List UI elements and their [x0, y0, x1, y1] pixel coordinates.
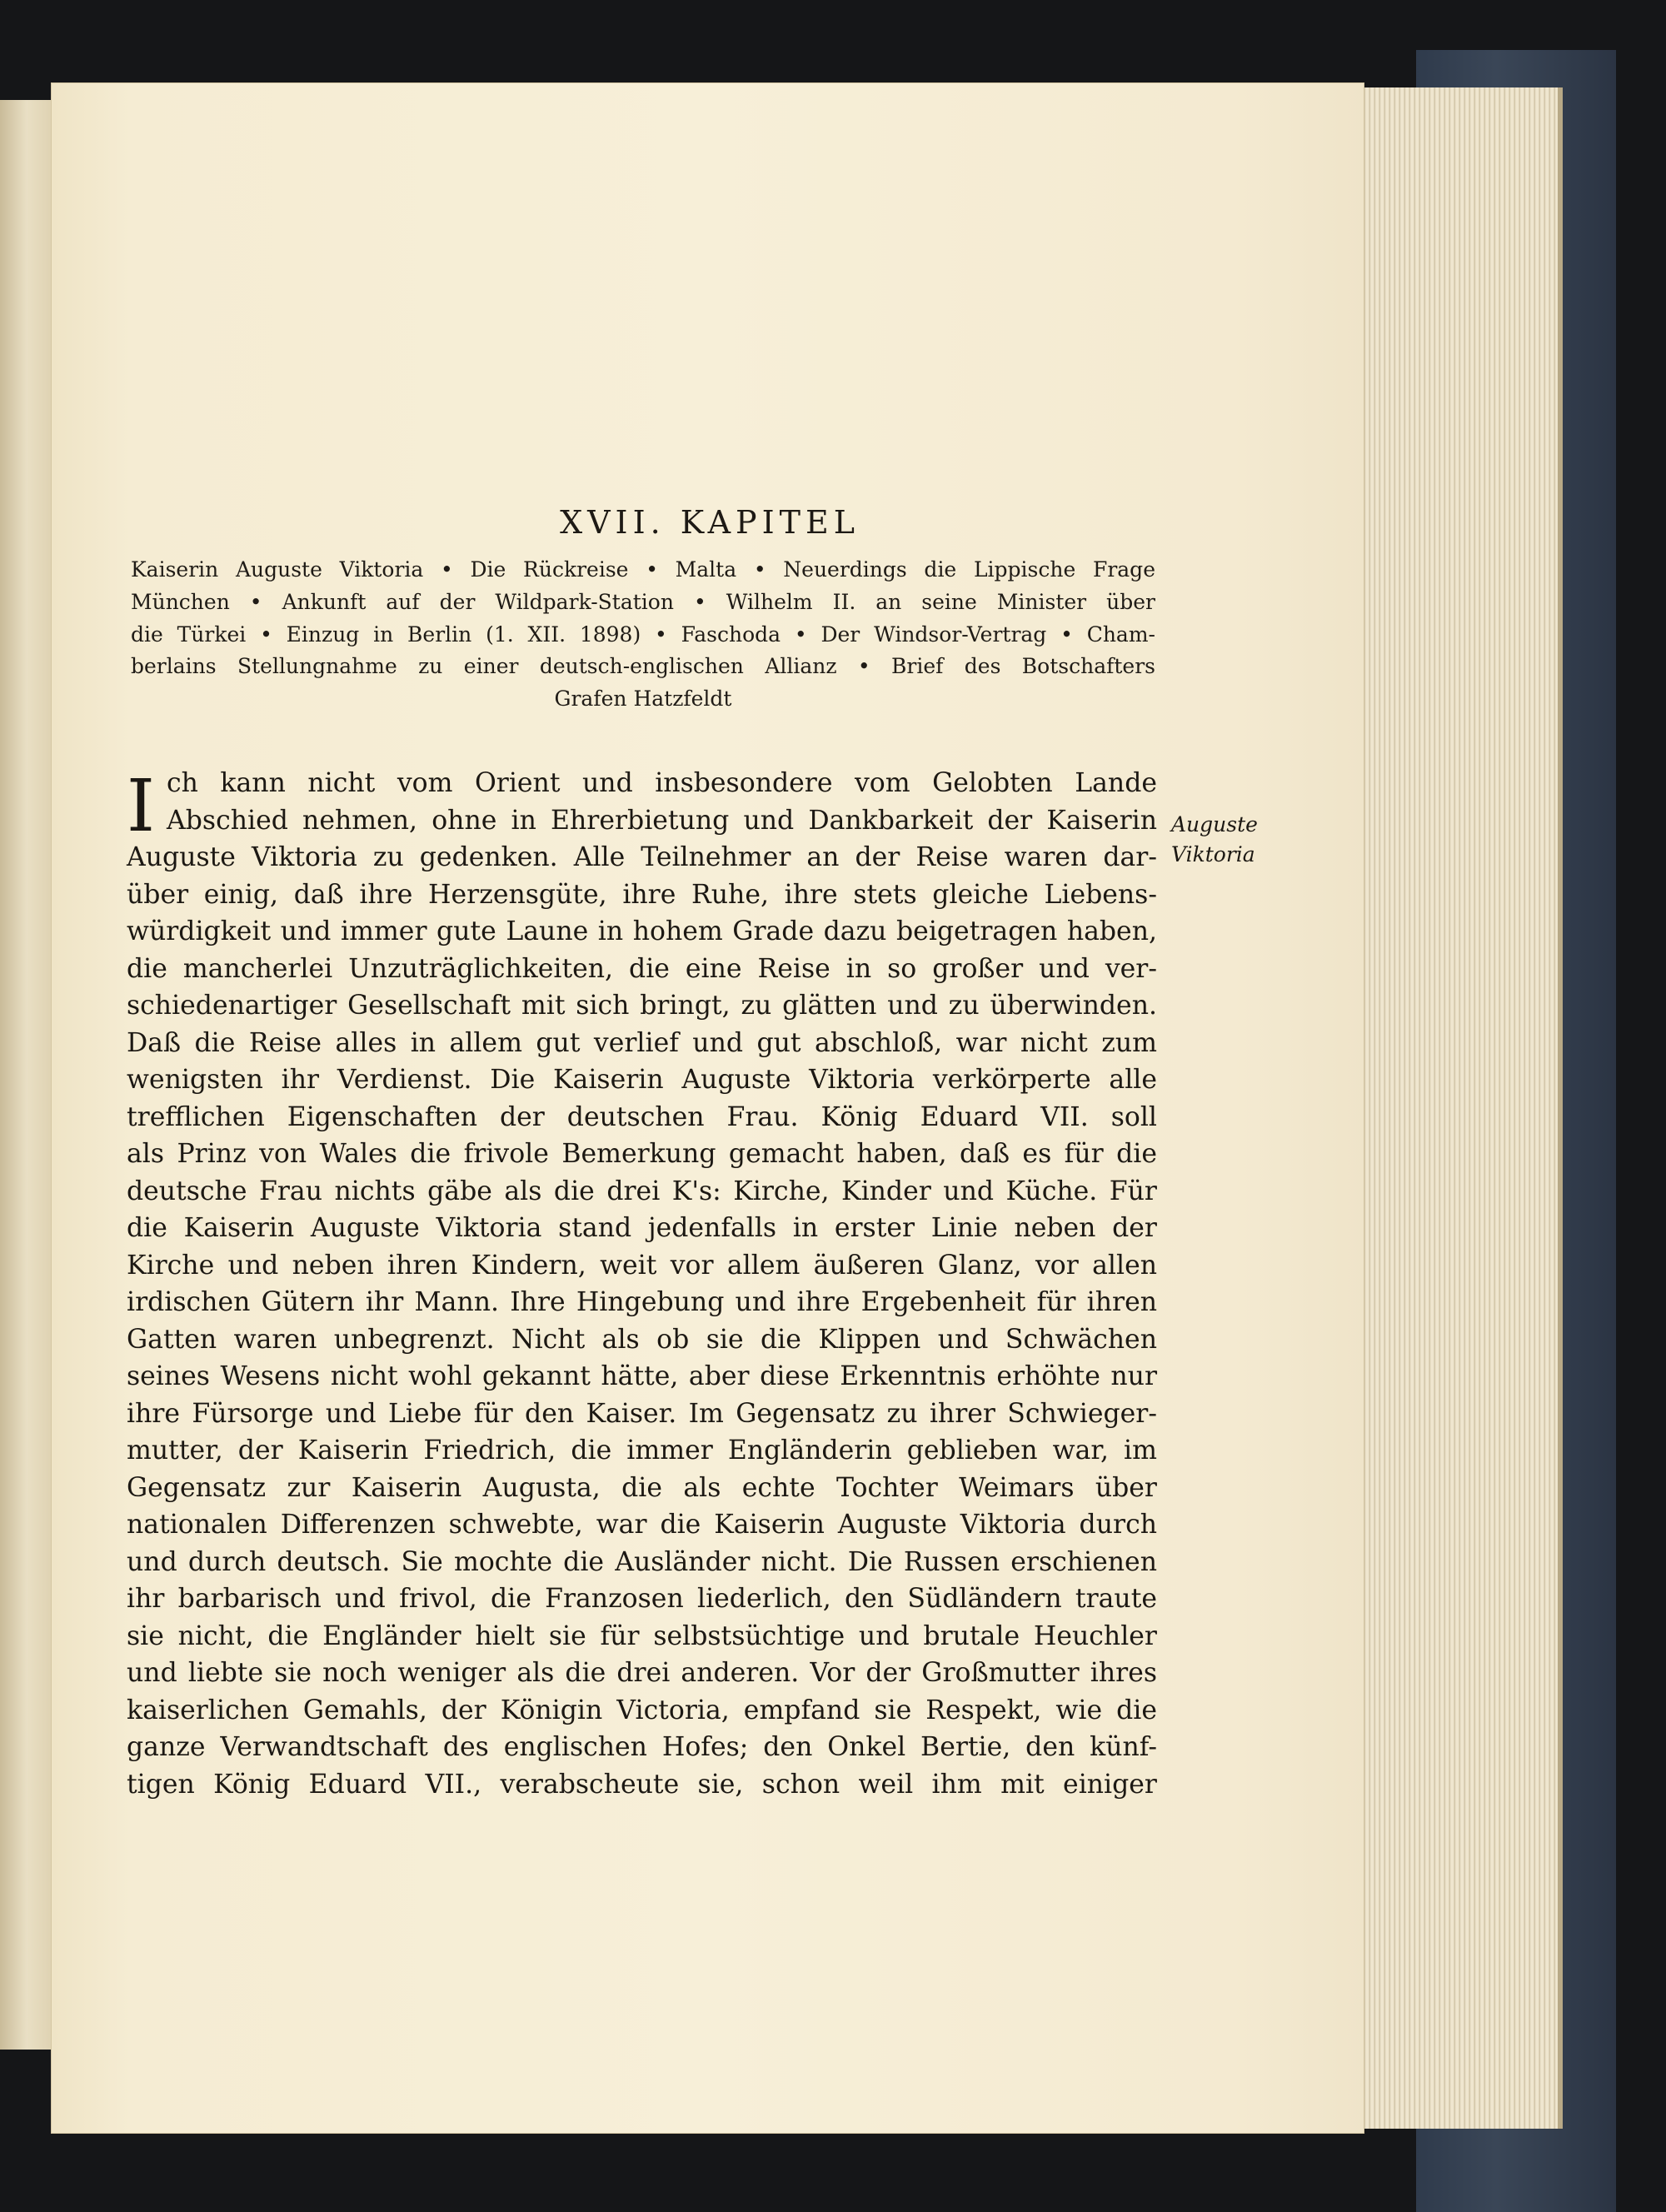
marginal-note-line: Viktoria — [1171, 842, 1255, 866]
body-line: würdigkeit und immer gute Laune in hohem Grade dazu beigetragen haben, — [127, 916, 1157, 946]
drop-cap: I — [127, 765, 155, 848]
body-line: Gegensatz zur Kaiserin Augusta, die als echte Tochter Weimars über — [127, 1472, 1157, 1503]
body-line: deutsche Frau nichts gäbe als die drei K's: Kirche, Kinder und Küche. Für — [127, 1176, 1157, 1206]
body-line: Gatten waren unbegrenzt. Nicht als ob sie die Klippen und Schwächen — [127, 1324, 1157, 1355]
body-line: mutter, der Kaiserin Friedrich, die immer Engländerin geblieben war, im — [127, 1436, 1157, 1466]
body-line: über einig, daß ihre Herzensgüte, ihre Ruhe, ihre stets gleiche Liebens- — [127, 879, 1157, 910]
body-line: kaiserlichen Gemahls, der Königin Victoria, empfand sie Respekt, wie die — [127, 1695, 1157, 1725]
body-line: Auguste Viktoria zu gedenken. Alle Teilnehmer an der Reise waren dar- — [127, 842, 1157, 872]
body-line: ganze Verwandtschaft des englischen Hofes; den Onkel Bertie, den künf- — [127, 1732, 1157, 1762]
body-line: die Kaiserin Auguste Viktoria stand jedenfalls in erster Linie neben der — [127, 1213, 1157, 1243]
summary-line: berlains Stellungnahme zu einer deutsch-englischen Allianz • Brief des Botschafters — [131, 654, 1155, 679]
marginal-note-line: Auguste — [1171, 812, 1258, 836]
page-stack-edges — [1341, 87, 1563, 2129]
marginal-note — [1171, 810, 1279, 870]
summary-line: Grafen Hatzfeldt — [554, 687, 732, 712]
body-line: tigen König Eduard VII., verabscheute sie, schon weil ihm mit einiger — [127, 1769, 1157, 1800]
body-line: irdischen Gütern ihr Mann. Ihre Hingebung und ihre Ergebenheit für ihren — [127, 1287, 1157, 1317]
book-page — [52, 83, 1364, 2133]
body-text — [127, 765, 1157, 1803]
body-line: die mancherlei Unzuträglichkeiten, die eine Reise in so großer und ver- — [127, 953, 1157, 984]
body-line: nationalen Differenzen schwebte, war die Kaiserin Auguste Viktoria durch — [127, 1510, 1157, 1540]
body-line: sie nicht, die Engländer hielt sie für selbstsüchtige und brutale Heuchler — [127, 1620, 1157, 1651]
body-line: wenigsten ihr Verdienst. Die Kaiserin Auguste Viktoria verkörperte alle — [127, 1065, 1157, 1095]
body-line: seines Wesens nicht wohl gekannt hätte, aber diese Erkenntnis erhöhte nur — [127, 1361, 1157, 1391]
chapter-title: XVII. KAPITEL — [560, 504, 860, 541]
body-line: trefflichen Eigenschaften der deutschen Frau. König Eduard VII. soll — [127, 1101, 1157, 1132]
summary-line: München • Ankunft auf der Wildpark-Station • Wilhelm II. an seine Minister über — [131, 589, 1155, 614]
body-line: und durch deutsch. Sie mochte die Ausländer nicht. Die Russen erschienen — [127, 1546, 1157, 1577]
chapter-summary — [131, 554, 1155, 716]
body-line: und liebte sie noch weniger als die drei anderen. Vor der Großmutter ihres — [127, 1658, 1157, 1688]
body-line: schiedenartiger Gesellschaft mit sich bringt, zu glätten und zu überwinden. — [127, 991, 1157, 1021]
body-line: als Prinz von Wales die frivole Bemerkung gemacht haben, daß es für die — [127, 1139, 1157, 1169]
body-line: Kirche und neben ihren Kindern, weit vor allem äußeren Glanz, vor allen — [127, 1250, 1157, 1281]
body-line: ch kann nicht vom Orient und insbesondere vom Gelobten Lande — [167, 768, 1157, 798]
body-line: ihr barbarisch und frivol, die Franzosen liederlich, den Südländern traute — [127, 1584, 1157, 1614]
body-line: Daß die Reise alles in allem gut verlief und gut abschloß, war nicht zum — [127, 1027, 1157, 1058]
body-line: Abschied nehmen, ohne in Ehrerbietung und Dankbarkeit der Kaiserin — [167, 805, 1157, 836]
summary-line: die Türkei • Einzug in Berlin (1. XII. 1898) • Faschoda • Der Windsor-Vertrag • Cham- — [131, 622, 1155, 647]
body-line: ihre Fürsorge und Liebe für den Kaiser. Im Gegensatz zu ihrer Schwieger- — [127, 1398, 1157, 1429]
summary-line: Kaiserin Auguste Viktoria • Die Rückreise • Malta • Neuerdings die Lippische Frage — [131, 557, 1155, 582]
